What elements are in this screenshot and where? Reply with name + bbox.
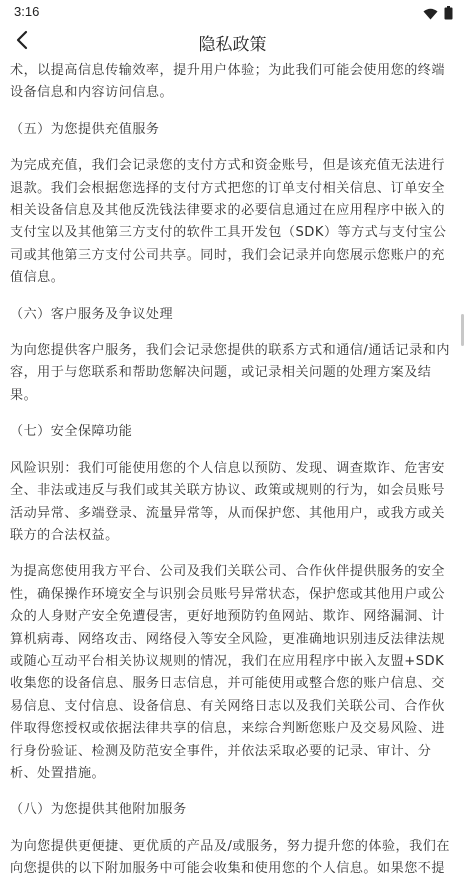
section-heading: （八）为您提供其他附加服务 (10, 802, 187, 818)
paragraph: 术，以提高信息传输效率，提升用户体验；为此我们可能会使用您的终端设备信息和内容访问信息。 (10, 63, 445, 101)
status-time: 3:16 (14, 4, 40, 19)
page-title: 隐私政策 (198, 35, 267, 55)
section-heading: （七）安全保障功能 (10, 424, 133, 440)
paragraph: 为向您提供客户服务，我们会记录您提供的联系方式和通信/通话记录和内容，用于与您联系和帮助您解决问题，或记录相关问题的处理方案及结果。 (10, 343, 450, 403)
paragraph: 为向您提供更便捷、更优质的产品及/或服务，努力提升您的体验，我们在向您提供的以下附加服务中可能会收集和使用您的个人信息。如果您不提 (10, 838, 450, 877)
battery-icon (444, 5, 453, 24)
paragraph: 为完成充值，我们会记录您的支付方式和资金账号，但是该充值无法进行退款。我们会根据您选择的支付方式把您的订单支付相关信息、订单安全相关设备信息及其他反洗钱法律要求的必要信息通过在应用程序中嵌入的支付宝以及其他第三方支付的软件工具开发包（SDK）等方式与支付宝公司或其他第三方支付公司共享。同时，我们会记录并向您展示您账户的充值信息。 (10, 158, 447, 286)
wifi-icon (423, 5, 438, 24)
policy-content[interactable] (0, 60, 465, 877)
paragraph: 风险识别：我们可能使用您的个人信息以预防、发现、调查欺诈、危害安全、非法或违反与我们或其关联方协议、政策或规则的行为，如会员账号活动异常、多端登录、流量异常等，从而保护您、其他用户，或我方或关联方的合法权益。 (10, 460, 445, 543)
section-heading: （六）客户服务及争议处理 (10, 306, 174, 322)
scrollbar[interactable] (461, 314, 464, 346)
paragraph: 为提高您使用我方平台、公司及我们关联公司、合作伙伴提供服务的安全性，确保操作环境安全与识别会员账号异常状态，保护您或其他用户或公众的人身财产安全免遭侵害，更好地预防钓鱼网站、欺诈、网络漏洞、计算机病毒、网络攻击、网络侵入等安全风险，更准确地识别违反法律法规或随心互动平台相关协议规则的情况，我们在应用程序中嵌入友盟+SDK收集您的设备信息、服务日志信息，并可能使用或整合您的账户信息、交易信息、支付信息、设备信息、有关网络日志以及我们关联公司、合作伙伴取得您授权或依据法律共享的信息，来综合判断您账户及交易风险、进行身份验证、检测及防范安全事件，并依法采取必要的记录、审计、分析、处置措施。 (10, 564, 445, 781)
status-icons (423, 5, 453, 24)
section-heading: （五）为您提供充值服务 (10, 121, 160, 137)
nav-bar (0, 24, 465, 60)
status-bar (0, 0, 465, 24)
